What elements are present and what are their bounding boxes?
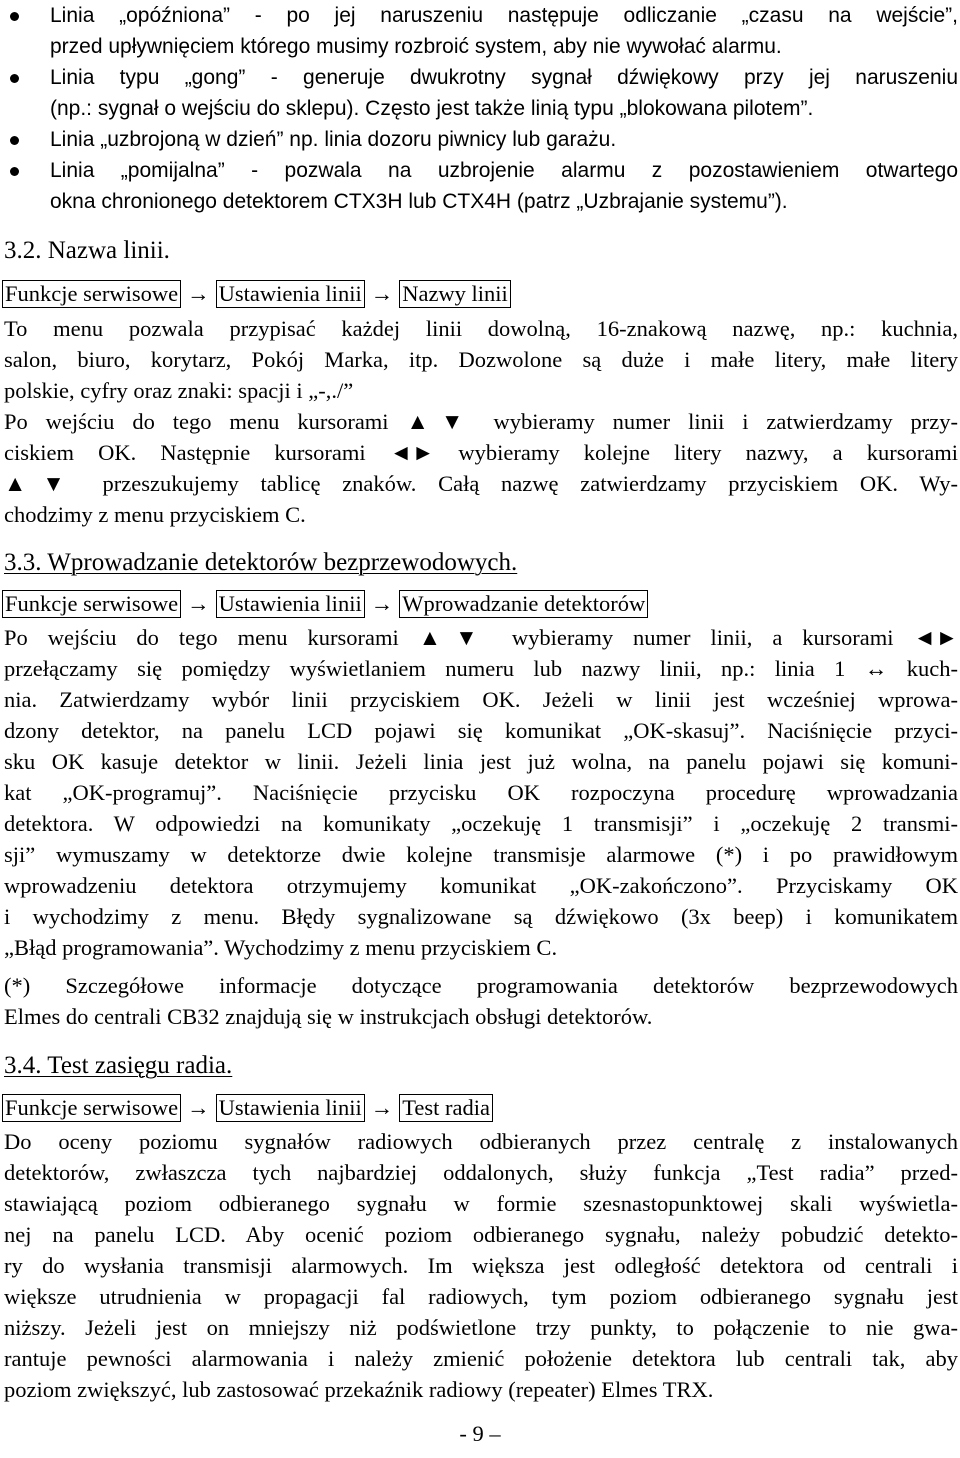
section-heading-3-2: 3.2. Nazwa linii. [4,237,170,264]
paragraph-line: rantuje pewności alarmowania i należy zmienić położenie detektora lub centrali tak, aby [4,1346,958,1371]
footnote-line: (*) Szczegółowe informacje dotyczące programowania detektorów bezprzewodowych [4,973,958,998]
paragraph-line: To menu pozwala przypisać każdej linii dowolną, 16-znakową nazwę, np.: kuchnia, [4,316,958,341]
paragraph-line: detektora. W odpowiedzi na komunikaty „oczekuję 1 transmisji” i „oczekuję 2 transmi- [4,811,958,836]
menu-item-line-names: Nazwy linii [399,280,511,308]
paragraph-line: przełączamy się pomiędzy wyświetlaniem numeru lub nazwy linii, np.: linia 1 ↔ kuch- [4,656,958,681]
menu-item-detector-enrollment: Wprowadzanie detektorów [399,590,648,618]
bullet-line: Linia „pomijalna” - pozwala na uzbrojenie alarmu z pozostawieniem otwartego [50,159,958,182]
bullet-line: okna chronionego detektorem CTX3H lub CTX4H (patrz „Uzbrajanie systemu”). [50,190,788,213]
bullet-icon [10,167,19,176]
paragraph-line: niższy. Jeżeli jest on mniejszy niż podświetlone trzy punkty, to połączenie to nie gwa- [4,1315,958,1340]
paragraph-line: kat „OK-programuj”. Naciśnięcie przycisku OK rozpoczyna procedurę wprowadzania [4,780,958,805]
paragraph-line: ry do wysłania transmisji alarmowych. Im większa jest odległość detektora od centrali i [4,1253,958,1278]
bullet-icon [10,74,19,83]
arrow-right-icon: → [187,281,210,306]
paragraph-line: większe utrudnienia w propagacji fal radiowych, tym poziom odbieranego sygnału jest [4,1284,958,1309]
arrow-right-icon: → [370,281,394,306]
menu-path-3-4 [2,1094,493,1122]
paragraph-line: sji” wymuszamy w detektorze dwie kolejne transmisje alarmowe (*) i po prawidłowym [4,842,958,867]
arrow-right-icon: → [370,591,394,616]
menu-item-line-settings: Ustawienia linii [216,1094,365,1122]
paragraph-line: Po wejściu do tego menu kursorami ▲▼ wybieramy numer linii i zatwierdzamy przy- [4,409,958,434]
section-heading-3-4 [4,1050,958,1081]
menu-path-3-3 [2,590,648,618]
paragraph-line: „Błąd programowania”. Wychodzimy z menu przyciskiem C. [4,935,558,960]
paragraph-line: chodzimy z menu przyciskiem C. [4,502,306,527]
menu-item-service-functions: Funkcje serwisowe [2,590,181,618]
menu-item-line-settings: Ustawienia linii [216,590,365,618]
paragraph-line: stawiającą poziom odbieranego sygnału w formie szesnastopunktowej skali wyświetla- [4,1191,958,1216]
paragraph-line: Po wejściu do tego menu kursorami ▲▼ wybieramy numer linii, a kursorami ◄► [4,625,958,650]
footnote-line: Elmes do centrali CB32 znajdują się w instrukcjach obsługi detektorów. [4,1004,653,1029]
paragraph-line: poziom zwiększyć, lub zastosować przekaźnik radiowy (repeater) Elmes TRX. [4,1377,714,1402]
paragraph-line: i wychodzimy z menu. Błędy sygnalizowane są dźwiękowo (3x beep) i komunikatem [4,904,958,929]
paragraph-line: polskie, cyfry oraz znaki: spacji i „-,./” [4,378,354,403]
page-number: - 9 – [459,1421,501,1446]
bullet-line: Linia typu „gong” - generuje dwukrotny sygnał dźwiękowy przy jej naruszeniu [50,66,958,89]
menu-item-service-functions: Funkcje serwisowe [2,1094,181,1122]
paragraph-line: salon, biuro, korytarz, Pokój Marka, itp. Dozwolone są duże i małe litery, małe litery [4,347,958,372]
paragraph-line: detektorów, zwłaszcza tych najbardziej oddalonych, służy funkcja „Test radia” przed- [4,1160,958,1185]
paragraph-line: ▲▼ przeszukujemy tablicę znaków. Całą nazwę zatwierdzamy przyciskiem OK. Wy- [4,471,958,496]
menu-item-service-functions: Funkcje serwisowe [2,280,181,308]
arrow-right-icon: → [187,1095,210,1120]
paragraph-line: wprowadzeniu detektora otrzymujemy komunikat „OK-zakończono”. Przyciskamy OK [4,873,958,898]
paragraph-line: sku OK kasuje detektor w linii. Jeżeli linia jest już wolna, na panelu pojawi się komuni- [4,749,958,774]
paragraph-line: Do oceny poziomu sygnałów radiowych odbieranych przez centralę z instalowanych [4,1129,958,1154]
bullet-line: Linia „uzbrojoną w dzień” np. linia dozoru piwnicy lub garażu. [50,128,617,151]
paragraph-line: nia. Zatwierdzamy wybór linii przyciskiem OK. Jeżeli w linii jest wcześniej wprowa- [4,687,958,712]
menu-item-radio-test: Test radia [399,1094,493,1122]
section-heading-text: 3.3. Wprowadzanie detektorów bezprzewodowych. [4,549,518,576]
paragraph-line: dzony detektor, na panelu LCD pojawi się komunikat „OK-skasuj”. Naciśnięcie przyci- [4,718,958,743]
bullet-line: Linia „opóźniona” - po jej naruszeniu następuje odliczanie „czasu na wejście”, [50,4,958,27]
section-heading-text: 3.4. Test zasięgu radia. [4,1052,233,1079]
menu-item-line-settings: Ustawienia linii [216,280,365,308]
bullet-icon [10,136,19,145]
arrow-right-icon: → [187,591,210,616]
paragraph-line: ciskiem OK. Następnie kursorami ◄► wybieramy kolejne litery nazwy, a kursorami [4,440,958,465]
arrow-right-icon: → [370,1095,394,1120]
bullet-line: (np.: sygnał o wejściu do sklepu). Często jest także linią typu „blokowana pilotem”. [50,97,814,120]
menu-path-3-2 [2,280,511,308]
bullet-line: przed upływnięciem którego musimy rozbroić system, aby nie wywołać alarmu. [50,35,782,58]
bullet-icon [10,12,19,21]
section-heading-3-3 [4,547,958,578]
paragraph-line: nej na panelu LCD. Aby ocenić poziom odbieranego sygnału, należy pobudzić detekto- [4,1222,958,1247]
